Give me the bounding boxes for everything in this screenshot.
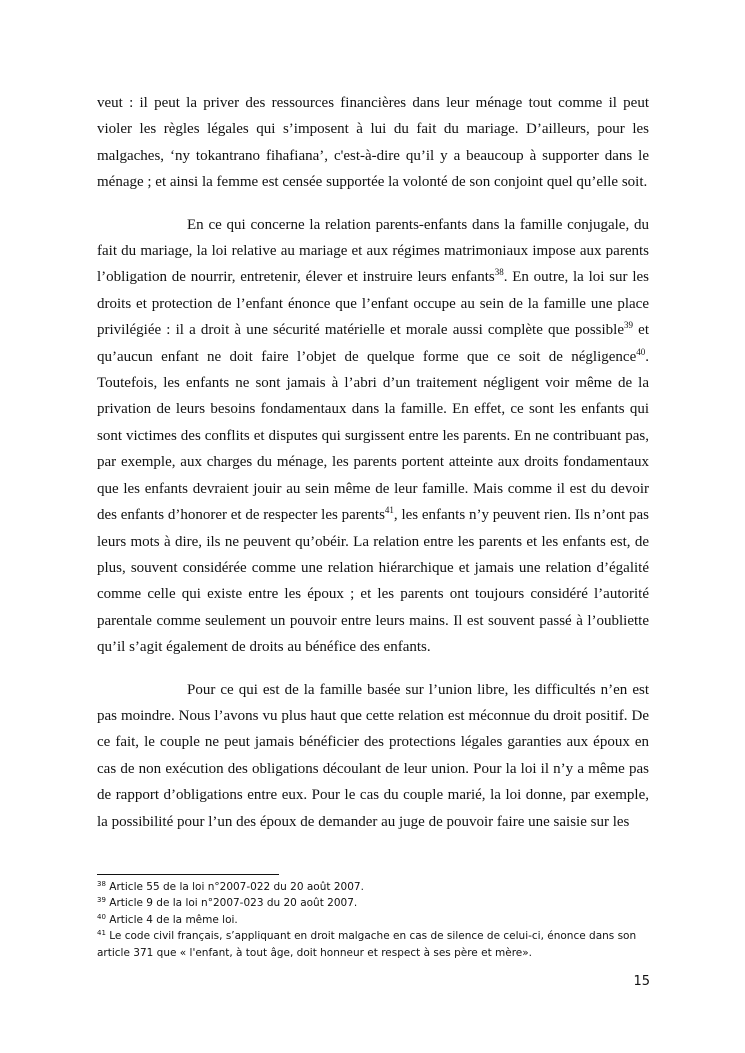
footnote-text: Article 4 de la même loi. [105,913,238,926]
footnote-text: Article 55 de la loi n°2007-022 du 20 août 2007. [105,881,364,893]
footnote-number: 40 [97,912,106,921]
footnote-ref-38[interactable]: 38 [494,267,504,278]
footnotes [97,879,652,961]
paragraph-text: et qu’aucun enfant ne doit faire l’objet de quelque forme que ce soit de négligence [97,322,649,365]
footnote-number: 39 [97,896,106,905]
paragraph-text: veut : il peut la priver des ressources financières dans leur ménage tout comme il peut violer les règles légales qui s’imposent à lui du fait du mariage. D’ailleurs, pour les malgaches, ‘ny tokantrano fihafiana’, c'est-à-dire qu’il y a beaucoup à supporter dans le ménage ; et ainsi la femme est censée supportée la volonté de son conjoint quel qu’elle soit. [97,95,649,191]
footnote-number: 41 [97,929,106,938]
paragraph-1 [97,90,649,196]
footnote-38 [97,879,652,895]
footnote-ref-40[interactable]: 40 [636,346,646,357]
footnote-39 [97,895,652,911]
paragraph-3 [97,677,649,835]
footnote-41 [97,928,652,961]
paragraph-2 [97,212,649,661]
footnote-number: 38 [97,880,106,888]
page-number: 15 [633,974,650,989]
footnote-40 [97,912,652,928]
paragraph-text: Pour ce qui est de la famille basée sur l’union libre, les difficultés n’en est pas moindre. Nous l’avons vu plus haut que cette relation est méconnue du droit positif. De ce fait, le couple ne peut jamais bénéficier des protections légales garanties aux époux en cas de non exécution des obligations découlant de leur union. Pour la loi il n’y a même pas de rapport d’obligations entre eux. Pour le cas du couple marié, la loi donne, par exemple, la possibilité pour l’un des époux de demander au juge de pouvoir faire une saisie sur les [97,681,649,830]
paragraph-text: . En outre, la loi sur les droits et protection de l’enfant énonce que l’enfant occupe au sein de la famille une place privilégiée : il a droit à une sécurité matérielle et morale aussi complète que possible [97,269,649,339]
body-text [97,90,649,835]
footnote-text: Article 9 de la loi n°2007-023 du 20 août 2007. [105,897,358,910]
paragraph-text: En ce qui concerne la relation parents-enfants dans la famille conjugale, du fait du mariage, la loi relative au mariage et aux régimes matrimoniaux impose aux parents l’obligation de nourrir, entretenir, élever et instruire leurs enfants [97,216,649,286]
footnote-ref-41[interactable]: 41 [384,505,394,516]
footnote-ref-39[interactable]: 39 [624,320,634,331]
paragraph-text: . Toutefois, les enfants ne sont jamais à l’abri d’un traitement négligent voir même de la privation de leurs besoins fondamentaux dans la famille. En effet, ce sont les enfants qui sont victimes des conflits et disputes qui surgissent entre les parents. En ne contribuant pas, par exemple, aux charges du ménage, les parents portent atteinte aux droits fondamentaux que les enfants devraient jouir au sein même de leur famille. Mais comme il est du devoir des enfants d’honorer et de respecter les parents [97,348,649,524]
footnote-text: Le code civil français, s’appliquant en droit malgache en cas de silence de celui-ci, énonce dans son article 371 que « l'enfant, à tout âge, doit honneur et respect à ses père et mère». [97,930,637,959]
paragraph-text: , les enfants n’y peuvent rien. Ils n’ont pas leurs mots à dire, ils ne peuvent qu’obéir. La relation entre les parents et les enfants est, de plus, souvent considérée comme une relation hiérarchique et jamais une relation d’égalité comme celle qui existe entre les époux ; et les parents ont toujours considéré l’autorité parentale comme seulement un pouvoir entre leurs mains. Il est souvent passé à l’oubliette qu’il s’agit également de droits au bénéfice des enfants. [97,507,649,656]
footnote-separator [97,874,279,875]
